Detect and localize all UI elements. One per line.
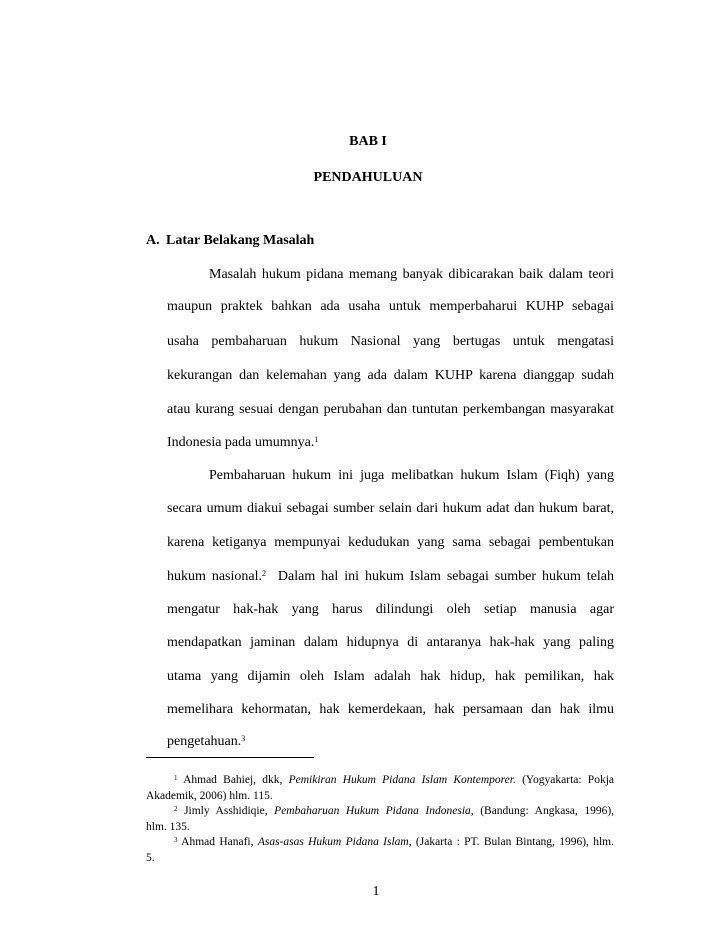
- footnote-book: Pembaharuan Hukum Pidana Indonesia,: [274, 805, 474, 817]
- section-letter: A.: [146, 233, 160, 248]
- line-text: Dalam hal ini hukum Islam sebagai sumber hukum telah: [277, 569, 615, 584]
- paragraph-line: atau kurang sesuai dengan perubahan dan tuntutan perkembangan masyarakat: [167, 402, 614, 417]
- footnote: [174, 835, 614, 850]
- paragraph-line: [167, 568, 614, 586]
- chapter-number: BAB I: [349, 134, 387, 149]
- footnote-ref: 1: [314, 435, 319, 444]
- page-number: 1: [372, 884, 380, 899]
- footnote-publisher: (Bandung: Angkasa, 1996),: [480, 805, 615, 817]
- paragraph-line: mendapatkan jaminan dalam hidupnya di antaranya hak-hak yang paling: [167, 635, 614, 650]
- paragraph-line: mengatur hak-hak yang harus dilindungi oleh setiap manusia agar: [167, 602, 614, 617]
- footnote-ref: 3: [241, 734, 246, 743]
- footnote: [174, 773, 614, 788]
- paragraph-line: Masalah hukum pidana memang banyak dibicarakan baik dalam teori: [209, 267, 614, 282]
- paragraph-line: karena ketiganya mempunyai kedudukan yang sama sebagai pembentukan: [167, 535, 614, 550]
- footnote-number: 2: [174, 805, 178, 813]
- footnote: [174, 804, 614, 819]
- footnote-book: Asas-asas Hukum Pidana Islam: [257, 836, 409, 848]
- section-title: Latar Belakang Masalah: [166, 233, 315, 248]
- line-text: hukum nasional.: [167, 569, 262, 584]
- paragraph-line: usaha pembaharuan hukum Nasional yang bertugas untuk mengatasi: [167, 334, 614, 349]
- footnote-continuation: Akademik, 2006) hlm. 115.: [146, 790, 273, 802]
- paragraph-line: memelihara kehormatan, hak kemerdekaan, hak persamaan dan hak ilmu: [167, 702, 614, 717]
- footnote-number: 1: [174, 774, 178, 782]
- line-text: pengetahuan.: [167, 734, 242, 749]
- paragraph-line: Pembaharuan hukum ini juga melibatkan hukum Islam (Fiqh) yang: [209, 468, 614, 483]
- footnote-number: 3: [174, 836, 178, 844]
- paragraph-line: [167, 733, 614, 751]
- paragraph-line: utama yang dijamin oleh Islam adalah hak hidup, hak pemilikan, hak: [167, 669, 614, 684]
- paragraph-line: [167, 434, 614, 452]
- section-heading: [146, 233, 314, 249]
- footnote-publisher: (Yogyakarta: Pokja: [522, 774, 615, 786]
- footnote-author: Ahmad Hanafi,: [181, 836, 254, 848]
- footnote-continuation: 5.: [146, 852, 155, 864]
- footnote-continuation: hlm. 135.: [146, 821, 190, 833]
- footnote-publisher: , (Jakarta : PT. Bulan Bintang, 1996), hlm.: [408, 836, 614, 848]
- paragraph-line: kekurangan dan kelemahan yang ada dalam KUHP karena dianggap sudah: [167, 368, 614, 383]
- footnote-author: Ahmad Bahiej, dkk,: [183, 774, 283, 786]
- paragraph-line: secara umum diakui sebagai sumber selain dari hukum adat dan hukum barat,: [167, 501, 614, 516]
- paragraph-line: maupun praktek bahkan ada usaha untuk memperbaharui KUHP sebagai: [167, 299, 614, 314]
- line-text: Indonesia pada umumnya.: [167, 435, 315, 450]
- footnote-book: Pemikiran Hukum Pidana Islam Kontemporer.: [288, 774, 516, 786]
- footnote-author: Jimly Asshidiqie,: [184, 805, 268, 817]
- footnote-ref: 2: [262, 569, 266, 578]
- chapter-title: PENDAHULUAN: [313, 170, 423, 185]
- footnote-separator: [146, 757, 314, 758]
